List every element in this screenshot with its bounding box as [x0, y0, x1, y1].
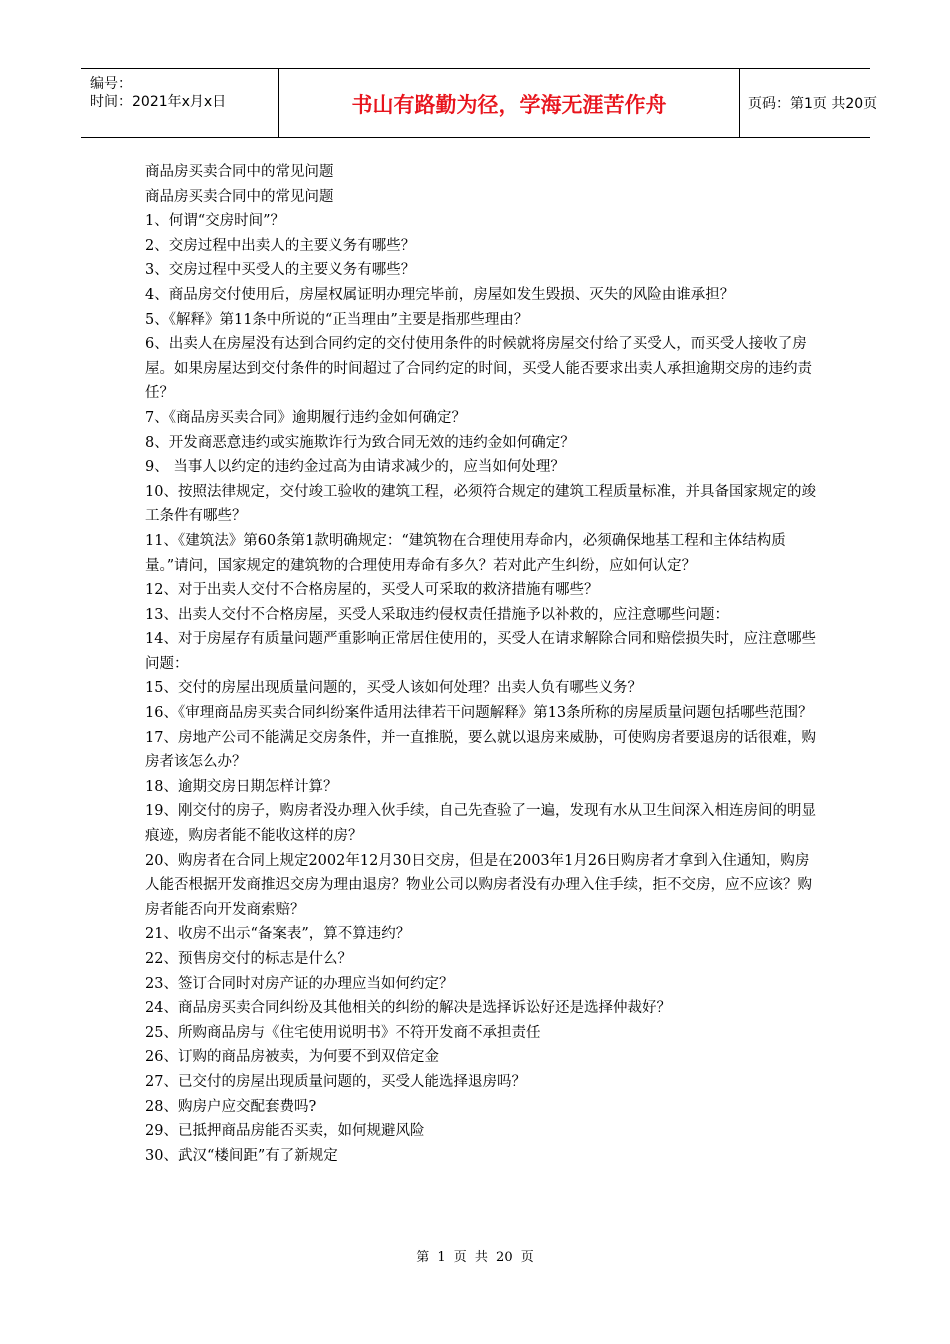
question-item: 6、出卖人在房屋没有达到合同约定的交付使用条件的时候就将房屋交付给了买受人，而买受人接收了房屋。如果房屋达到交付条件的时间超过了合同约定的时间，买受人能否要求出卖人承担逾期交房的违约责任？: [145, 336, 812, 402]
document-time-label: 时间：2021年x月x日: [90, 94, 227, 110]
question-item: 9、 当事人以约定的违约金过高为由请求减少的，应当如何处理？: [145, 459, 565, 476]
question-item: 10、按照法律规定，交付竣工验收的建筑工程，必须符合规定的建筑工程质量标准，并具备国家规定的竣工条件有哪些？: [145, 483, 816, 525]
document-title: 商品房买卖合同中的常见问题: [145, 188, 334, 205]
question-item: 29、已抵押商品房能否买卖，如何规避风险: [145, 1123, 425, 1140]
question-item: 26、订购的商品房被卖，为何要不到双倍定金: [145, 1049, 439, 1066]
question-item: 2、交房过程中出卖人的主要义务有哪些？: [145, 237, 416, 254]
question-item: 11、《建筑法》第60条第1款明确规定：“建筑物在合理使用寿命内，必须确保地基工程和主体结构质量。”请问，国家规定的建筑物的合理使用寿命有多久？若对此产生纠纷，应如何认定？: [145, 532, 786, 574]
question-item: 21、收房不出示“备案表”，算不算违约？: [145, 926, 411, 943]
question-item: 28、购房户应交配套费吗?: [145, 1098, 317, 1115]
question-item: 19、刚交付的房子，购房者没办理入伙手续，自己先查验了一遍，发现有水从卫生间深入相连房间的明显痕迹，购房者能不能收这样的房？: [145, 803, 816, 845]
document-body: [145, 160, 817, 1168]
header-motto: 书山有路勤为径，学海无涯苦作舟: [351, 93, 667, 117]
document-number-label: 编号：: [90, 76, 132, 92]
question-item: 15、交付的房屋出现质量问题的，买受人该如何处理？出卖人负有哪些义务？: [145, 680, 642, 697]
question-item: 24、商品房买卖合同纠纷及其他相关的纠纷的解决是选择诉讼好还是选择仲裁好？: [145, 1000, 671, 1017]
page-header: [81, 68, 878, 138]
question-item: 25、所购商品房与《住宅使用说明书》不符开发商不承担责任: [145, 1024, 541, 1041]
header-meta: [81, 69, 278, 137]
question-item: 23、签订合同时对房产证的办理应当如何约定？: [145, 975, 454, 992]
question-item: 5、《解释》第11条中所说的“正当理由”主要是指那些理由？: [145, 311, 529, 328]
question-item: 13、出卖人交付不合格房屋，买受人采取违约侵权责任措施予以补救的，应注意哪些问题：: [145, 606, 729, 623]
question-item: 12、对于出卖人交付不合格房屋的，买受人可采取的救济措施有哪些？: [145, 582, 599, 599]
question-item: 4、商品房交付使用后，房屋权属证明办理完毕前，房屋如发生毁损、灭失的风险由谁承担？: [145, 286, 735, 303]
question-item: 7、《商品房买卖合同》逾期履行违约金如何确定？: [145, 409, 466, 426]
header-motto-cell: [278, 69, 740, 137]
question-item: 14、对于房屋存有质量问题严重影响正常居住使用的，买受人在请求解除合同和赔偿损失时，应注意哪些问题：: [145, 631, 816, 672]
question-item: 3、交房过程中买受人的主要义务有哪些？: [145, 262, 416, 279]
question-item: 30、武汉“楼间距”有了新规定: [145, 1147, 338, 1164]
question-item: 8、开发商恶意违约或实施欺诈行为致合同无效的违约金如何确定？: [145, 434, 575, 451]
document-title: 商品房买卖合同中的常见问题: [145, 164, 334, 180]
question-item: 17、房地产公司不能满足交房条件，并一直推脱，要么就以退房来威胁，可使购房者要退房的话很难，购房者该怎么办？: [145, 729, 816, 771]
question-item: 22、预售房交付的标志是什么？: [145, 951, 352, 967]
question-item: 16、《审理商品房买卖合同纠纷案件适用法律若干问题解释》第13条所称的房屋质量问题包括哪些范围？: [145, 705, 813, 722]
header-page-cell: [739, 69, 878, 137]
header-page-info: 页码：第1页 共20页: [748, 96, 878, 112]
question-item: 18、逾期交房日期怎样计算？: [145, 778, 338, 795]
question-item: 27、已交付的房屋出现质量问题的，买受人能选择退房吗？: [145, 1073, 526, 1090]
question-item: 1、何谓“交房时间”？: [145, 213, 286, 230]
page-footer: 第 1 页 共 20 页: [416, 1250, 534, 1265]
question-item: 20、购房者在合同上规定2002年12月30日交房，但是在2003年1月26日购房者才拿到入住通知，购房人能否根据开发商推迟交房为理由退房？物业公司以购房者没有办理入住手续，拒不交房，应不应该？购房者能否向开发商索赔？: [145, 852, 812, 918]
